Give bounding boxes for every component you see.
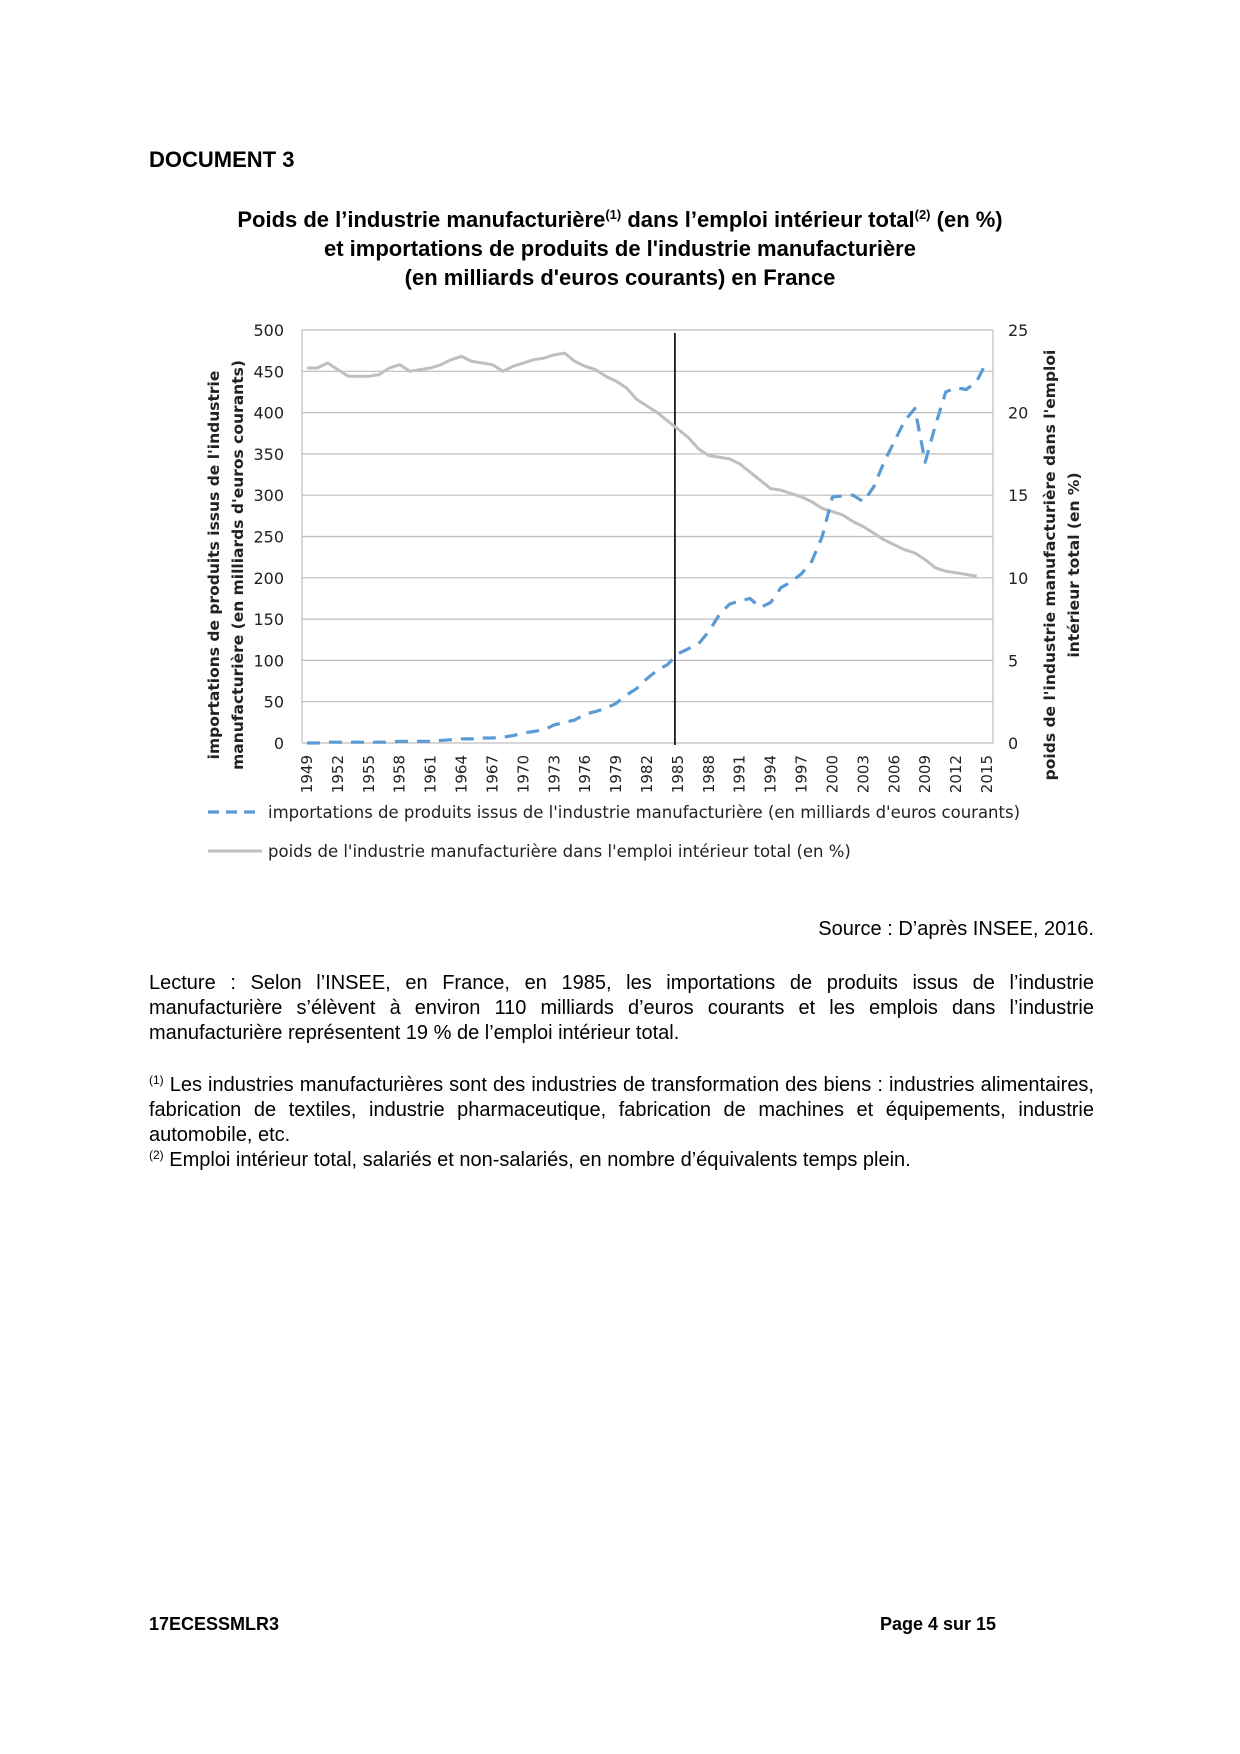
title-part-3: (en %) <box>930 207 1003 232</box>
x-tick-label-1949: 1949 <box>298 755 316 794</box>
x-tick-label-1982: 1982 <box>638 755 656 794</box>
x-tick-label-1976: 1976 <box>576 755 595 794</box>
x-tick-label-2009: 2009 <box>916 755 935 794</box>
left-tick-label-250: 250 <box>253 527 284 547</box>
right-tick-label-5: 5 <box>1008 651 1019 671</box>
figure-title-line-3: (en milliards d'euros courants) en France <box>404 265 836 290</box>
right-axis-ticks <box>1008 321 1028 753</box>
footer-page-number: Page 4 sur 15 <box>880 1614 997 1634</box>
x-axis-ticks <box>298 755 996 793</box>
series-imports-line <box>307 361 987 743</box>
footnote-2-mark: (2) <box>149 1148 164 1162</box>
x-tick-label-1970: 1970 <box>514 755 533 794</box>
x-tick-label-1958: 1958 <box>390 755 409 794</box>
x-tick-label-1973: 1973 <box>545 755 564 794</box>
legend <box>208 803 1020 861</box>
gridlines <box>302 330 993 743</box>
footnote-1-mark: (1) <box>149 1073 164 1087</box>
footer-document-code: 17ECESSMLR3 <box>149 1614 280 1634</box>
series-layer <box>307 353 987 743</box>
left-axis-ticks <box>253 321 284 753</box>
left-tick-label-200: 200 <box>253 568 284 588</box>
x-tick-label-1955: 1955 <box>359 755 378 794</box>
x-tick-label-1988: 1988 <box>699 755 718 794</box>
x-tick-label-2003: 2003 <box>854 755 873 794</box>
x-tick-label-1961: 1961 <box>421 755 440 794</box>
left-tick-label-100: 100 <box>253 651 284 671</box>
left-tick-label-0: 0 <box>273 734 284 753</box>
x-tick-label-1994: 1994 <box>761 755 780 794</box>
left-tick-label-400: 400 <box>253 403 284 423</box>
left-tick-label-350: 350 <box>253 444 284 464</box>
left-tick-label-500: 500 <box>253 321 284 340</box>
footnote-2-text: Emploi intérieur total, salariés et non-salariés, en nombre d’équivalents temps plein. <box>163 1149 911 1171</box>
series-employment-share-line <box>307 353 977 576</box>
x-tick-label-1979: 1979 <box>607 755 626 794</box>
legend-label-imports: importations de produits issus de l'industrie manufacturière (en milliards d'euros courants) <box>268 803 1021 822</box>
figure-title-line-2: et importations de produits de l'industrie manufacturière <box>324 236 916 261</box>
x-tick-label-2006: 2006 <box>885 755 904 794</box>
left-axis-label-line-2: manufacturière (en milliards d'euros courants) <box>229 360 247 770</box>
left-tick-label-150: 150 <box>253 610 284 630</box>
footnote-1 <box>149 1073 1094 1148</box>
x-tick-label-1991: 1991 <box>730 755 749 794</box>
legend-label-employment: poids de l'industrie manufacturière dans l'emploi intérieur total (en %) <box>268 842 851 861</box>
right-tick-label-25: 25 <box>1008 321 1029 340</box>
right-tick-label-10: 10 <box>1008 568 1029 588</box>
right-axis-label-line-1: poids de l'industrie manufacturière dans l'emploi <box>1041 349 1059 781</box>
reading-note: Lecture : Selon l’INSEE, en France, en 1985, les importations de produits issus de l’industrie manufacturière s’élèvent à environ 110 milliards d’euros courants et les emplois dans l’industrie manufacturière représentent 19 % de l’emploi intérieur total. <box>149 972 1094 1044</box>
x-tick-label-1952: 1952 <box>328 755 347 794</box>
title-footnote-mark-2: (2) <box>914 207 931 222</box>
title-footnote-mark-1: (1) <box>605 207 622 222</box>
left-tick-label-50: 50 <box>263 692 284 712</box>
x-tick-label-1997: 1997 <box>792 755 811 794</box>
left-tick-label-450: 450 <box>253 362 284 382</box>
right-axis-label-line-2: intérieur total (en %) <box>1065 472 1083 658</box>
right-tick-label-0: 0 <box>1008 734 1019 753</box>
footnote-2 <box>149 1148 1094 1173</box>
x-tick-label-2000: 2000 <box>823 755 842 794</box>
x-tick-label-1967: 1967 <box>483 755 502 794</box>
title-part-2: dans l’emploi intérieur total <box>621 207 915 232</box>
x-tick-label-1985: 1985 <box>668 755 687 794</box>
right-tick-label-20: 20 <box>1008 403 1029 423</box>
x-tick-label-1964: 1964 <box>452 755 471 794</box>
right-tick-label-15: 15 <box>1008 486 1029 506</box>
x-tick-label-2012: 2012 <box>947 755 966 794</box>
x-tick-label-2015: 2015 <box>978 755 996 794</box>
document-label: DOCUMENT 3 <box>149 147 295 172</box>
left-tick-label-300: 300 <box>253 486 284 506</box>
title-part-1: Poids de l’industrie manufacturière <box>237 207 606 232</box>
left-axis-label-line-1: importations de produits issus de l'industrie <box>205 370 223 760</box>
source-note: Source : D’après INSEE, 2016. <box>818 918 1094 940</box>
footnote-1-text: Les industries manufacturières sont des industries de transformation des biens : industries alimentaires, fabrication de textiles, industrie pharmaceutique, fabrication de machines et équipements, industrie automobile, etc. <box>149 1074 1094 1146</box>
